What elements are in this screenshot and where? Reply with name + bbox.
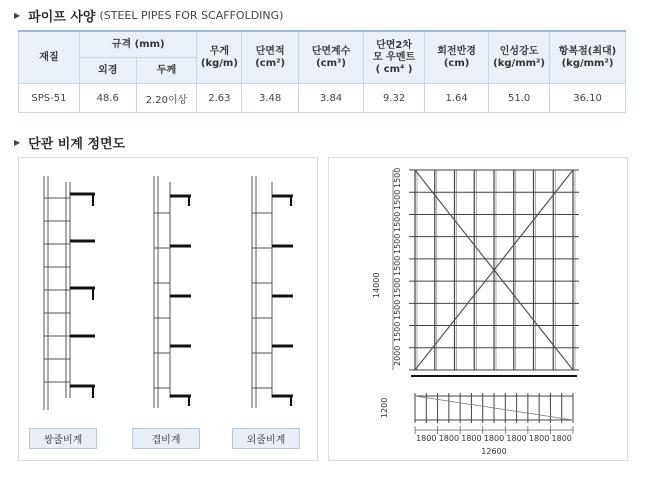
header-radius: 회전반경 (cm) [425,31,489,84]
cell-yield: 36.10 [550,84,626,113]
header-inertia: 단면2차 모 우멘트 ( cm⁴ ) [364,31,425,84]
scaffold-types-panel [18,157,318,461]
fold-scaffold-button[interactable]: 겹비계 [132,428,200,449]
header-spec: 규격 (mm) [79,31,197,58]
front-view-title: 단관 비계 정면도 [28,137,126,152]
width-segment-label: 1800 [528,434,550,443]
front-elevation-drawing [329,158,627,460]
scaffold-types-drawing [19,158,317,420]
pipe-spec-subtitle: (STEEL PIPES FOR SCAFFOLDING) [99,9,284,22]
height-segment-label: 1500 [393,211,402,232]
header-weight: 무게 (kg/m) [197,31,242,84]
width-segment-label: 1800 [506,434,527,443]
pipe-spec-title: 파이프 사양 [28,10,96,25]
header-area: 단면적 (cm²) [242,31,299,84]
cell-tensile: 51.0 [489,84,550,113]
cell-weight: 2.63 [197,84,242,113]
cell-thick: 2.20이상 [136,84,197,113]
pipe-spec-table [18,30,626,113]
fold-scaffold-drawing [154,176,191,408]
height-segment-label: 1500 [393,255,402,276]
cell-area: 3.48 [242,84,299,113]
width-segment-label: 1800 [416,434,437,443]
width-segment-label: 1800 [551,434,572,443]
depth-label: 1200 [380,397,389,418]
cell-modulus: 3.84 [298,84,363,113]
width-segment-label: 1800 [483,434,505,443]
section-title-pipe-spec [14,6,283,25]
height-segment-label: 2000 [393,345,402,366]
single-scaffold-button[interactable]: 외줄비계 [232,428,300,449]
height-segment-label: 1500 [393,167,402,188]
table-row [19,84,626,113]
cell-radius: 1.64 [425,84,489,113]
double-scaffold-drawing [44,176,95,410]
header-tensile: 인성강도 (kg/mm²) [489,31,550,84]
cell-outer: 48.6 [79,84,136,113]
total-height-label: 14000 [372,272,381,298]
header-yield: 항복점(최대) (kg/mm²) [550,31,626,84]
header-thickness: 두께 [136,58,197,84]
height-segment-label: 1500 [393,299,402,320]
width-segment-label: 1800 [438,434,460,443]
height-segment-label: 1500 [393,189,402,210]
height-segment-label: 1500 [393,277,402,298]
cell-material: SPS-51 [19,84,80,113]
single-scaffold-drawing [252,176,293,408]
header-material: 재질 [19,31,80,84]
triangle-bullet-icon: ▶ [14,138,21,147]
header-outer-diameter: 외경 [79,58,136,84]
front-elevation-panel [328,157,628,461]
header-modulus: 단면계수 (cm³) [298,31,363,84]
cell-inertia: 9.32 [364,84,425,113]
total-width-label: 12600 [481,447,507,456]
width-segment-label: 1800 [461,434,482,443]
triangle-bullet-icon: ▶ [14,11,21,20]
height-segment-label: 1500 [393,321,402,342]
double-scaffold-button[interactable]: 쌍줄비계 [29,428,97,449]
height-segment-label: 1500 [393,233,402,254]
section-title-front-view [14,133,125,152]
